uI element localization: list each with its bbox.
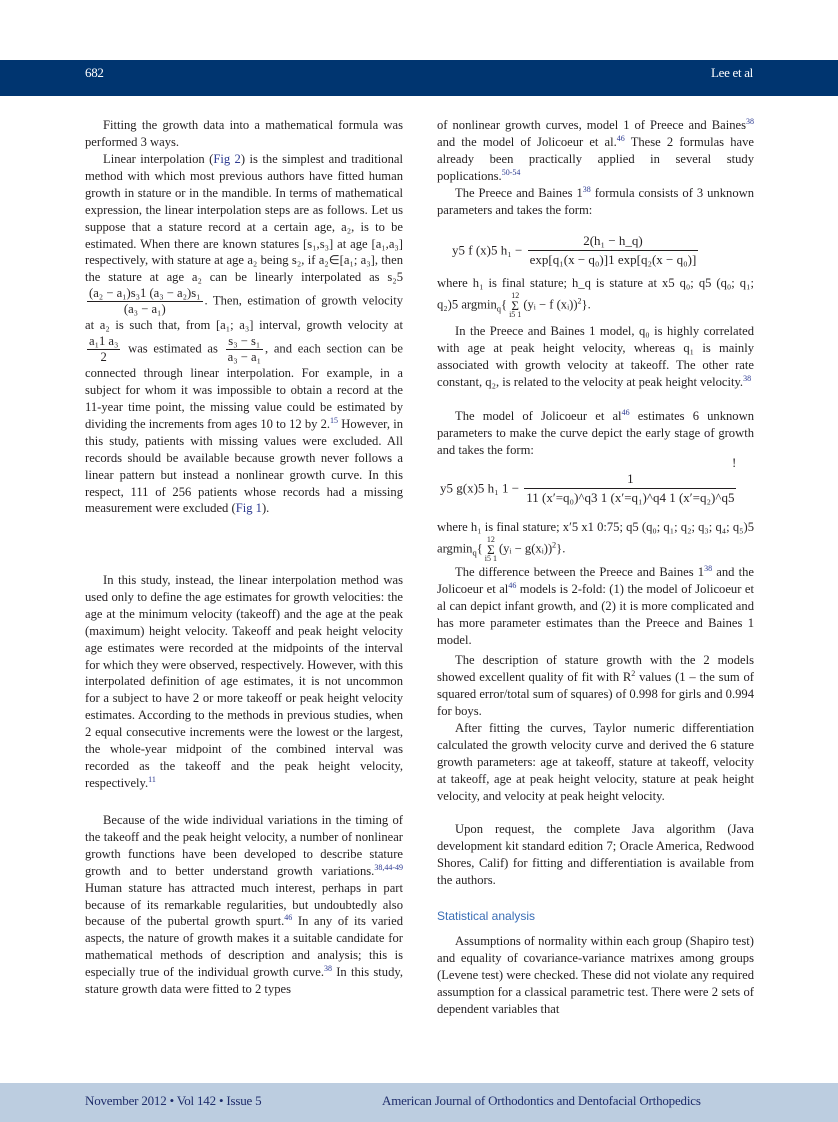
running-title: Lee et al [710,65,753,80]
equation-jolicoeur [440,470,738,507]
figure-link[interactable]: Fig 2 [213,152,241,166]
text-run: and the model of Jolicoeur et al. [437,134,617,149]
superscript: 2 [631,668,636,678]
text-run: Because of the wide individual variations in the timing of the takeoff and the peak height velocity, a number of nonlinear growth functions have been developed to describe stature growth and to better understand growth variations. [85,813,403,878]
summation [485,536,497,563]
text-run: of nonlinear growth curves, model 1 of Preece and Baines [437,118,746,132]
text-run: estimates 6 unknown parameters to make the curve depict the early stage of growth and takes the form: [437,409,754,457]
denominator: a₃ − a₁ [227,350,261,365]
citation-ref[interactable]: 38,44-49 [374,862,403,872]
text-run: Assumptions of normality within each group (Shapiro test) and equality of covariance-variance matrixes among groups (Levene test) were checked. These did not violate any required assumption for a classical parametric test. There were 2 sets of dependent variables that [437,934,754,1016]
sum-upper: 12 [511,290,520,300]
paragraph [437,408,754,459]
text-run: models is 2-fold: (1) the model of Jolicoeur et al can depict infant growth, and (2) it is more complicated and has more parameter estimates than the Preece and Baines 1 model. [437,581,754,647]
text-run: Linear interpolation ( [103,152,214,166]
equation-lhs: y5 g(x)5 h₁ 1 − [440,480,520,496]
text-run: The description of stature growth with the 2 models showed excellent quality of fit with R [437,653,754,684]
equation-fraction [524,470,736,507]
summation [509,292,521,319]
equation-fraction [528,232,699,269]
text-run: In the Preece and Baines 1 model, q₀ is highly correlated with age at peak height velocity, whereas q₁ is mainly associated with growth velocity at takeoff. The other rate constant, q₂, is related to the velocity at peak height velocity. [437,324,754,389]
page-number: 682 [85,65,104,80]
section-heading: Statistical analysis [437,909,536,923]
paragraph [437,720,754,805]
page-header [0,60,838,96]
text-run: where h₁ is final stature; x′5 x1 0:75; q5 (q₀; q₁; q₂; q₃; q₄; q₅)5 argmin [437,520,754,556]
text-run: After fitting the curves, Taylor numeric differentiation calculated the growth velocity curve and derived the 6 stature growth parameters: age at takeoff, stature at takeoff, velocity at takeoff, age at peak height velocity, stature at peak height velocity, and velocity at peak height velocity. [437,721,754,803]
inline-fraction [226,334,263,365]
citation-ref[interactable]: 38 [324,964,333,974]
inline-fraction [87,286,203,317]
citation-ref[interactable]: 11 [148,774,156,784]
sum-lower: i5 1 [509,309,522,319]
text-run: In this study, stature growth data were fitted to 2 types [85,965,403,997]
denominator: (a₃ − a₁) [123,302,166,317]
paragraph [437,821,754,889]
text-run: was estimated as [122,341,224,356]
paragraph [437,185,754,219]
text-run: }. [581,297,591,312]
equation-preece-baines [452,232,700,269]
journal-name: American Journal of Orthodontics and Dentofacial Orthopedics [382,1093,701,1108]
text-run: The Preece and Baines 1 [455,186,583,200]
text-run: ). [261,501,270,516]
sigma-icon: Σ [511,297,519,313]
text-run: (yᵢ − g(xᵢ)) [498,541,553,556]
sum-upper: 12 [486,534,495,544]
text-run: Fitting the growth data into a mathematical formula was performed 3 ways. [85,118,403,149]
text-run: { [476,541,483,556]
text-run: Upon request, the complete Java algorithm (Java development kit standard edition 7; Oracle America, Redwood Shores, Calif) for fitting and differentiation is available from the authors. [437,822,754,887]
equation-bracket-mark: ! [732,455,737,470]
paragraph [85,572,403,792]
text-run: (yᵢ − f (xᵢ)) [523,297,578,312]
figure-link[interactable]: Fig 1 [235,501,262,516]
paragraph [437,323,754,391]
inline-fraction [87,334,120,365]
text-run: In any of its varied aspects, the nature of growth makes it a suitable candidate for mathematical methods of description and analysis; this is especially true of the individual growth curve. [85,914,403,980]
text-run: where h₁ is final stature; h_q is stature at x5 q₀; q5 (q₀; q₁; q₂)5 argmin [437,276,754,312]
paragraph [85,812,403,998]
citation-ref[interactable]: 50-54 [501,167,521,177]
text-run: The difference between the Preece and Baines 1 [455,565,705,579]
text-run: Human stature has attracted much interest, perhaps in part because of its remarkable regularities, but undoubtedly also because of the pubertal growth spurt. [85,880,403,929]
citation-ref[interactable]: 38 [704,564,713,573]
numerator: (a₂ − a₁)s₃1 (a₃ − a₂)s₁ [89,286,201,301]
text-run: formula consists of 3 unknown parameters and takes the form: [437,186,755,217]
text-run: , and each section can be connected through linear interpolation. For example, in a subject for whom it was impossible to obtain a record at the 11-year time point, the missing value could be estimated by dividing the increments from ages 10 to 12 by 2. [85,341,403,431]
denominator: exp[q₁(x − q₀)]1 exp[q₂(x − q₀)] [529,252,697,267]
citation-ref[interactable]: 38 [746,117,754,126]
page-footer [0,1083,838,1122]
denominator: 2 [100,350,107,365]
numerator: 2(h₁ − h_q) [528,232,699,251]
citation-ref[interactable]: 38 [582,185,591,194]
text-run: { [501,297,508,312]
citation-ref[interactable]: 15 [330,415,339,425]
equation-where-clause [437,519,754,563]
text-run: In this study, instead, the linear interpolation method was used only to define the age estimates for growth velocities: the age at the minimum velocity (takeoff) and the age at the peak (maximum) height velocity. Takeoff and peak height velocity age estimates were recorded at the midpoints of the interval for which they were observed, respectively. However, with this interpolated definition of age estimates, it is not uncommon for a subject to have 2 or more takeoff or peak height velocity estimates. According to the methods in previous studies, when 2 equal consecutive increments were the lowest or the largest, the whole-year midpoint of the combined interval was recorded as the takeoff and the peak height velocity, respectively. [85,573,403,790]
citation-ref[interactable]: 46 [508,580,517,590]
paragraph [85,151,403,517]
text-run: These 2 formulas have already been practically applied in several study poplications. [437,134,754,183]
subscript: q [496,303,502,314]
text-run: . Then, estimation of growth velocity at a₂ is such that, from [a₁; a₃] interval, growth velocity at [85,293,403,333]
text-run: The model of Jolicoeur et al [455,409,622,423]
numerator: 1 [524,470,736,489]
superscript: 2 [552,540,557,550]
citation-ref[interactable]: 46 [621,408,630,417]
issue-info: November 2012 • Vol 142 • Issue 5 [85,1093,262,1108]
text-run: values (1 – the sum of squared error/total sum of squares) of 0.998 for girls and 0.994 for boys. [437,669,754,718]
equation-where-clause [437,275,754,319]
citation-ref[interactable]: 38 [743,373,752,383]
paragraph [437,652,754,720]
superscript: 2 [577,296,582,306]
paragraph [437,933,754,1018]
citation-ref[interactable]: 46 [616,133,625,143]
denominator: 11 (x′=q₀)^q3 1 (x′=q₁)^q4 1 (x′=q₂)^q5 [526,490,735,505]
paragraph [437,564,754,649]
text-run: }. [556,541,566,556]
paragraph [437,117,754,185]
numerator: s₃ − s₁ [226,334,263,350]
numerator: a₁1 a₃ [89,334,119,349]
text-run: However, in this study, patients with missing values were excluded. All records should be available because growth never follows a linear pattern but instead a nonlinear growth curve. In this respect, 111 of 256 patients whose records had a missing measurement were excluded ( [85,416,403,516]
sigma-icon: Σ [487,541,495,557]
citation-ref[interactable]: 46 [284,913,293,923]
subscript: q [472,547,477,558]
equation-lhs: y5 f (x)5 h₁ − [452,242,523,258]
text-run: and the Jolicoeur et al [437,565,754,596]
text-run: ) is the simplest and traditional method with which most previous authors have fitted human growth in stature or in the mandible. In terms of mathematical expression, the linear interpolation steps are as follows. Let us suppose that a stature record at a certain age, a₂, is to be estimated. When there are known statures [s₁,s₃] at age [a₁,a₃] respectively, with stature at age a₂ being s₂, if a₂∈[a₁; a₃], then the stature at age a₂ can be linearly interpolated as s₂5 [85,152,403,285]
sum-lower: i5 1 [484,553,497,563]
paragraph [85,117,403,151]
